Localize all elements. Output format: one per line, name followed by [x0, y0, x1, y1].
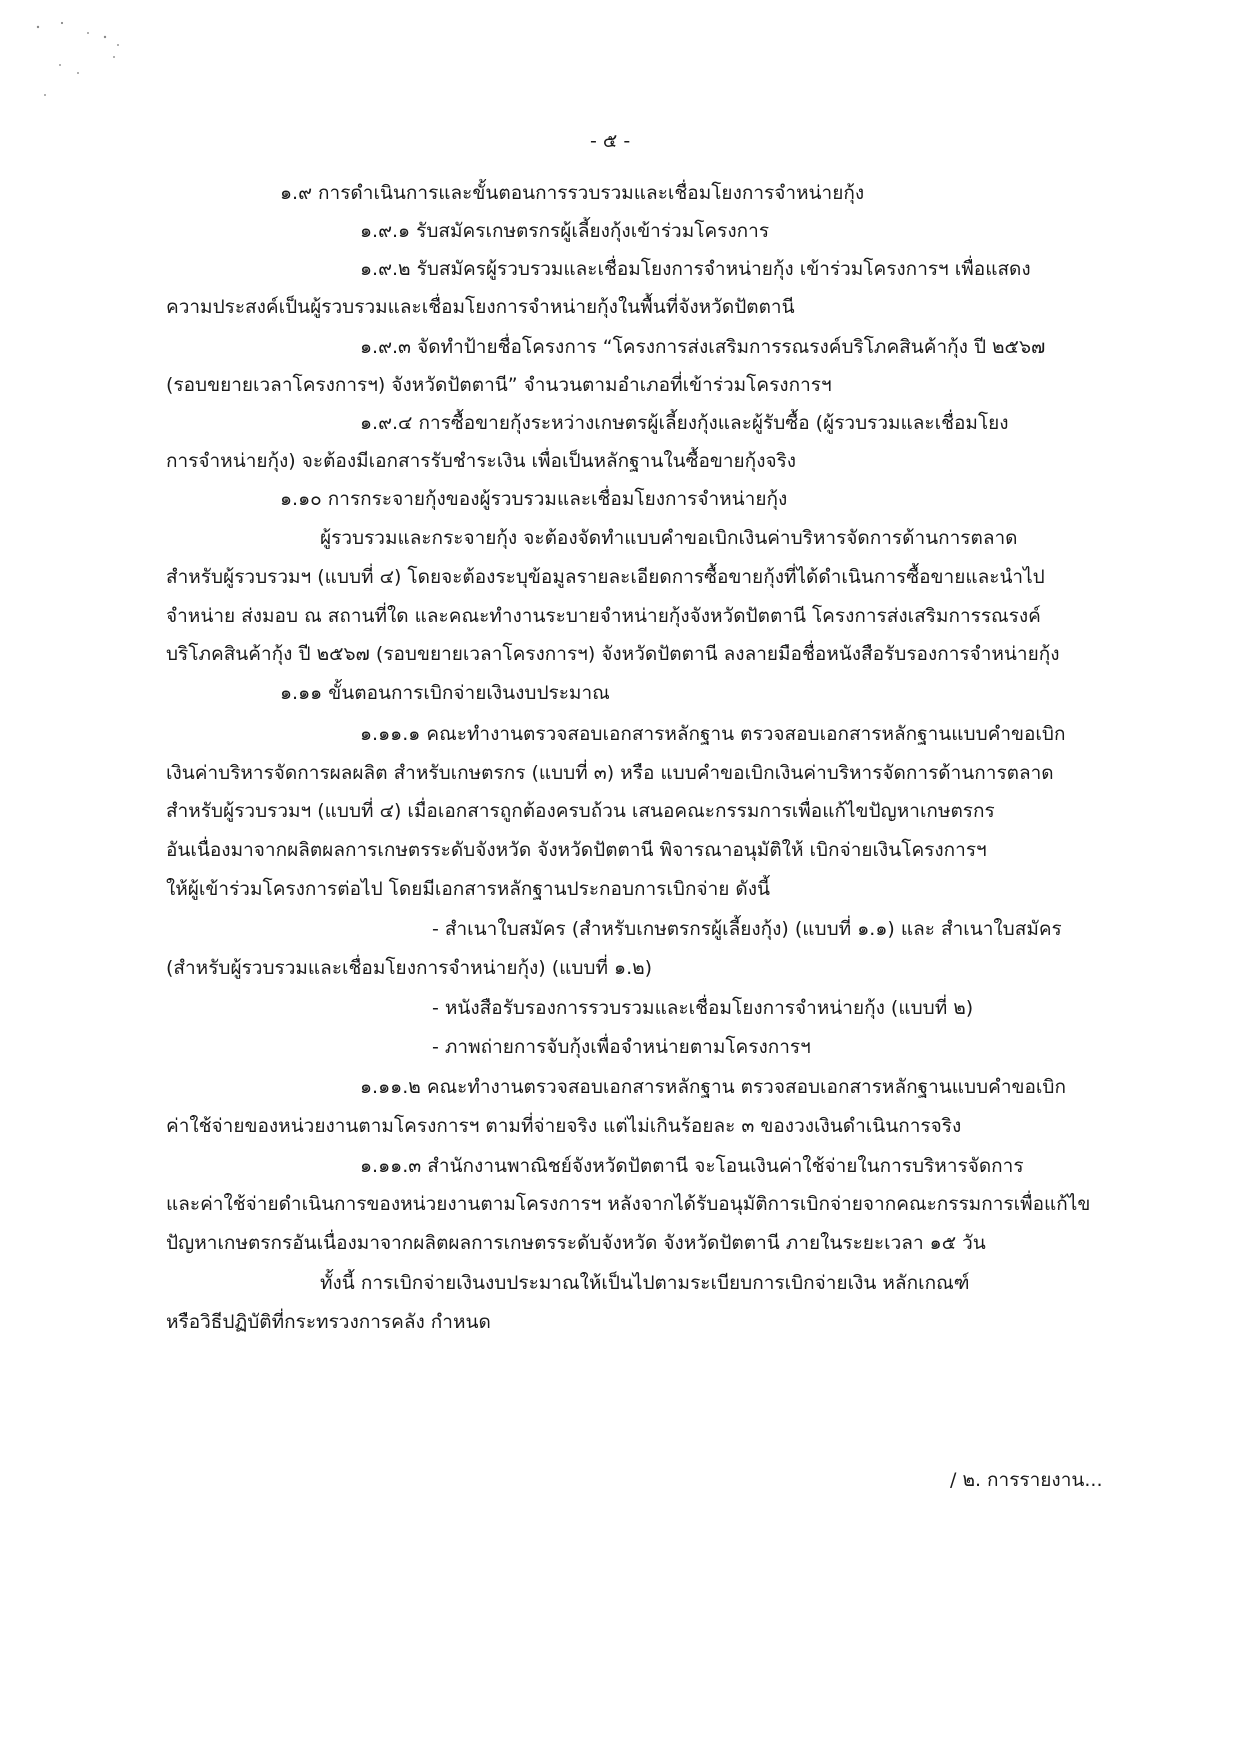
- para-1-10-line-4: บริโภคสินค้ากุ้ง ปี ๒๕๖๗ (รอบขยายเวลาโครงการฯ) จังหวัดปัตตานี ลงลายมือชื่อหนังสือรับรองการจำหน่ายกุ้ง: [166, 643, 1060, 665]
- item-1-11-1-cont-4: ให้ผู้เข้าร่วมโครงการต่อไป โดยมีเอกสารหลักฐานประกอบการเบิกจ่าย ดังนี้: [166, 878, 771, 900]
- item-1-11-3: ๑.๑๑.๓ สำนักงานพาณิชย์จังหวัดปัตตานี จะโอนเงินค่าใช้จ่ายในการบริหารจัดการ: [360, 1155, 1024, 1177]
- item-1-9-2: ๑.๙.๒ รับสมัครผู้รวบรวมและเชื่อมโยงการจำหน่ายกุ้ง เข้าร่วมโครงการฯ เพื่อแสดง: [360, 258, 1031, 280]
- item-1-9-1: ๑.๙.๑ รับสมัครเกษตรกรผู้เลี้ยงกุ้งเข้าร่วมโครงการ: [360, 220, 770, 242]
- evidence-item-1-cont: (สำหรับผู้รวบรวมและเชื่อมโยงการจำหน่ายกุ้ง) (แบบที่ ๑.๒): [166, 957, 653, 979]
- page-number: - ๕ -: [590, 130, 631, 152]
- item-1-11-3-cont-2: ปัญหาเกษตรกรอันเนื่องมาจากผลิตผลการเกษตรระดับจังหวัด จังหวัดปัตตานี ภายในระยะเวลา ๑๕ วัน: [166, 1232, 986, 1254]
- item-1-11-1-cont-1: เงินค่าบริหารจัดการผลผลิต สำหรับเกษตรกร (แบบที่ ๓) หรือ แบบคำขอเบิกเงินค่าบริหารจัดการด้านการตลาด: [166, 762, 1054, 784]
- scan-specks: [30, 15, 140, 110]
- heading-1-11: ๑.๑๑ ขั้นตอนการเบิกจ่ายเงินงบประมาณ: [280, 682, 610, 704]
- item-1-11-2: ๑.๑๑.๒ คณะทำงานตรวจสอบเอกสารหลักฐาน ตรวจสอบเอกสารหลักฐานแบบคำขอเบิก: [360, 1076, 1066, 1098]
- continuation-note: / ๒. การรายงาน...: [950, 1469, 1103, 1491]
- para-1-10-line-1: ผู้รวบรวมและกระจายกุ้ง จะต้องจัดทำแบบคำขอเบิกเงินค่าบริหารจัดการด้านการตลาด: [320, 527, 1018, 549]
- heading-1-10: ๑.๑๐ การกระจายกุ้งของผู้รวบรวมและเชื่อมโยงการจำหน่ายกุ้ง: [280, 488, 788, 510]
- item-1-11-1-cont-3: อันเนื่องมาจากผลิตผลการเกษตรระดับจังหวัด จังหวัดปัตตานี พิจารณาอนุมัติให้ เบิกจ่ายเงินโครงการฯ: [166, 839, 987, 861]
- closing-para-line-1: ทั้งนี้ การเบิกจ่ายเงินงบประมาณให้เป็นไปตามระเบียบการเบิกจ่ายเงิน หลักเกณฑ์: [320, 1272, 970, 1294]
- closing-para-line-2: หรือวิธีปฏิบัติที่กระทรวงการคลัง กำหนด: [166, 1311, 491, 1333]
- item-1-9-3-cont: (รอบขยายเวลาโครงการฯ) จังหวัดปัตตานี” จำนวนตามอำเภอที่เข้าร่วมโครงการฯ: [166, 374, 832, 396]
- item-1-9-2-cont: ความประสงค์เป็นผู้รวบรวมและเชื่อมโยงการจำหน่ายกุ้งในพื้นที่จังหวัดปัตตานี: [166, 296, 795, 318]
- para-1-10-line-2: สำหรับผู้รวบรวมฯ (แบบที่ ๔) โดยจะต้องระบุข้อมูลรายละเอียดการซื้อขายกุ้งที่ได้ดำเนินการซื้อขายและนำไป: [166, 566, 1045, 588]
- evidence-item-2: - หนังสือรับรองการรวบรวมและเชื่อมโยงการจำหน่ายกุ้ง (แบบที่ ๒): [432, 997, 974, 1019]
- heading-1-9: ๑.๙ การดำเนินการและขั้นตอนการรวบรวมและเชื่อมโยงการจำหน่ายกุ้ง: [280, 182, 865, 204]
- evidence-item-3: - ภาพถ่ายการจับกุ้งเพื่อจำหน่ายตามโครงการฯ: [432, 1036, 811, 1058]
- evidence-item-1: - สำเนาใบสมัคร (สำหรับเกษตรกรผู้เลี้ยงกุ้ง) (แบบที่ ๑.๑) และ สำเนาใบสมัคร: [432, 918, 1062, 940]
- item-1-11-1: ๑.๑๑.๑ คณะทำงานตรวจสอบเอกสารหลักฐาน ตรวจสอบเอกสารหลักฐานแบบคำขอเบิก: [360, 723, 1066, 745]
- para-1-10-line-3: จำหน่าย ส่งมอบ ณ สถานที่ใด และคณะทำงานระบายจำหน่ายกุ้งจังหวัดปัตตานี โครงการส่งเสริมการรณรงค์: [166, 605, 1041, 627]
- item-1-9-3: ๑.๙.๓ จัดทำป้ายชื่อโครงการ “โครงการส่งเสริมการรณรงค์บริโภคสินค้ากุ้ง ปี ๒๕๖๗: [360, 336, 1046, 358]
- item-1-11-3-cont-1: และค่าใช้จ่ายดำเนินการของหน่วยงานตามโครงการฯ หลังจากได้รับอนุมัติการเบิกจ่ายจากคณะกรรมการเพื่อแก้ไข: [166, 1193, 1091, 1215]
- item-1-11-2-cont: ค่าใช้จ่ายของหน่วยงานตามโครงการฯ ตามที่จ่ายจริง แต่ไม่เกินร้อยละ ๓ ของวงเงินดำเนินการจริง: [166, 1115, 962, 1137]
- item-1-9-4: ๑.๙.๔ การซื้อขายกุ้งระหว่างเกษตรผู้เลี้ยงกุ้งและผู้รับซื้อ (ผู้รวบรวมและเชื่อมโยง: [360, 412, 1009, 434]
- item-1-9-4-cont: การจำหน่ายกุ้ง) จะต้องมีเอกสารรับชำระเงิน เพื่อเป็นหลักฐานในซื้อขายกุ้งจริง: [166, 450, 797, 472]
- item-1-11-1-cont-2: สำหรับผู้รวบรวมฯ (แบบที่ ๔) เมื่อเอกสารถูกต้องครบถ้วน เสนอคณะกรรมการเพื่อแก้ไขปัญหาเกษตรกร: [166, 800, 995, 822]
